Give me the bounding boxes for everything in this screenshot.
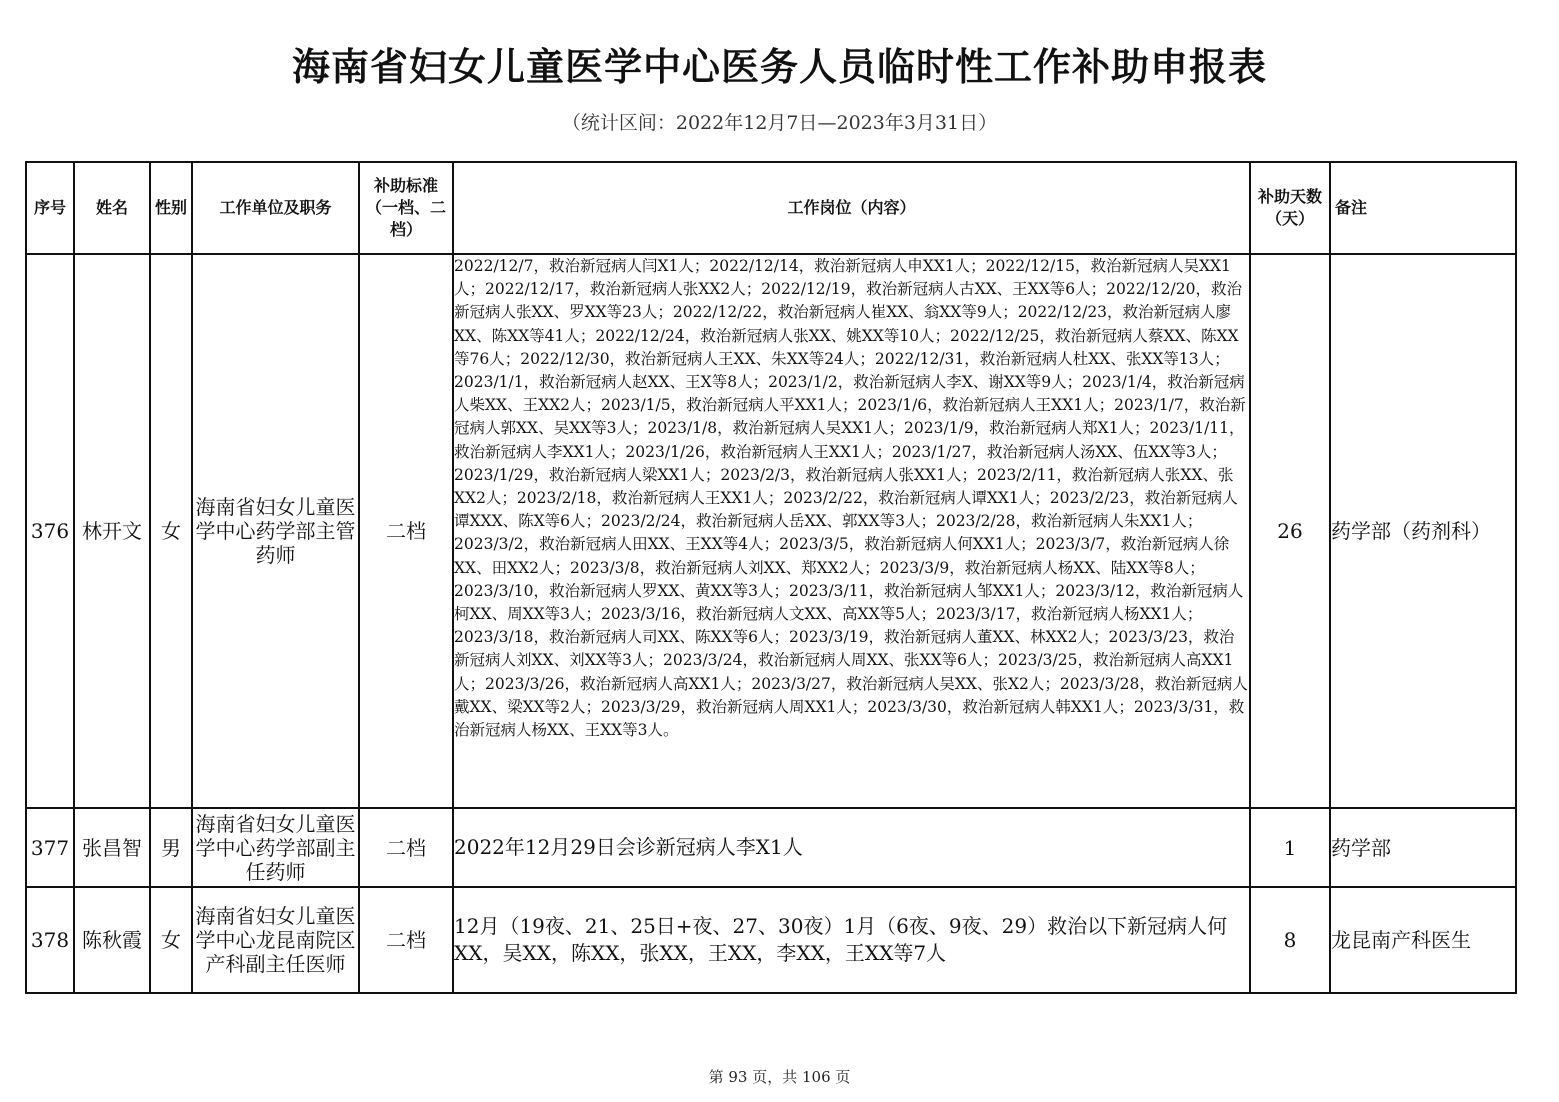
cell-unit: 海南省妇女儿童医学中心龙昆南院区产科副主任医师 bbox=[192, 887, 359, 993]
cell-standard: 二档 bbox=[359, 808, 453, 887]
page-number: 第 93 页，共 106 页 bbox=[708, 1068, 851, 1086]
header-name: 姓名 bbox=[74, 162, 150, 254]
table-row bbox=[26, 254, 1516, 808]
header-row bbox=[26, 162, 1516, 254]
cell-post bbox=[453, 254, 1250, 808]
post-text: 2022/12/7，救治新冠病人闫X1人；2022/12/14，救治新冠病人申XX1人；2022/12/15，救治新冠病人吴XX1人；2022/12/17，救治新冠病人张XX2人；2022/12/19，救治新冠病人古XX、王XX等6人；2022/12/20，救治新冠病人张XX、罗XX等23人；2022/12/22，救治新冠病人崔XX、翁XX等9人；2022/12/23，救治新冠病人廖XX、陈XX等41人；2022/12/24，救治新冠病人张XX、姚XX等10人；2022/12/25，救治新冠病人蔡XX、陈XX等76人；2022/12/30，救治新冠病人王XX、朱XX等24人；2022/12/31，救治新冠病人杜XX、张XX等13人；2023/1/1，救治新冠病人赵XX、王X等8人；2023/1/2，救治新冠病人李X、谢XX等9人；2023/1/4，救治新冠病人柴XX、王XX2人；2023/1/5，救治新冠病人平XX1人；2023/1/6，救治新冠病人王XX1人；2023/1/7，救治新冠病人郭XX、吴XX等3人；2023/1/8，救治新冠病人吴XX1人；2023/1/9，救治新冠病人郑X1人；2023/1/11，救治新冠病人李XX1人；2023/1/26，救治新冠病人王XX1人；2023/1/27，救治新冠病人汤XX、伍XX等3人；2023/1/29，救治新冠病人梁XX1人；2023/2/3，救治新冠病人张XX1人；2023/2/11，救治新冠病人张XX、张XX2人；2023/2/18，救治新冠病人王XX1人；2023/2/22，救治新冠病人谭XX1人；2023/2/23，救治新冠病人谭XXX、陈X等6人；2023/2/24，救治新冠病人岳XX、郭XX等3人；2023/2/28，救治新冠病人朱XX1人；2023/3/2，救治新冠病人田XX、王XX等4人；2023/3/5，救治新冠病人何XX1人；2023/3/7，救治新冠病人徐XX、田XX2人；2023/3/8，救治新冠病人刘XX、郑XX2人；2023/3/9，救治新冠病人杨XX、陆XX等8人；2023/3/10，救治新冠病人罗XX、黄XX等3人；2023/3/11，救治新冠病人邹XX1人；2023/3/12，救治新冠病人柯XX、周XX等3人；2023/3/16，救治新冠病人文XX、高XX等5人；2023/3/17，救治新冠病人杨XX1人；2023/3/18，救治新冠病人司XX、陈XX等6人；2023/3/19，救治新冠病人董XX、林XX2人；2023/3/23，救治新冠病人刘XX、刘XX等3人；2023/3/24，救治新冠病人周XX、张XX等6人；2023/3/25，救治新冠病人高XX1人；2023/3/26，救治新冠病人高XX1人；2023/3/27，救治新冠病人吴XX、张X2人；2023/3/28，救治新冠病人戴XX、梁XX等2人；2023/3/29，救治新冠病人周XX1人；2023/3/30，救治新冠病人韩XX1人；2023/3/31，救治新冠病人杨XX、王XX等3人。 bbox=[454, 257, 1248, 740]
cell-days: 8 bbox=[1250, 887, 1330, 993]
header-standard: 补助标准（一档、二档） bbox=[359, 162, 453, 254]
cell-standard: 二档 bbox=[359, 887, 453, 993]
statistics-period: （统计区间：2022年12月7日—2023年3月31日） bbox=[561, 112, 998, 134]
cell-notes: 龙昆南产科医生 bbox=[1330, 887, 1516, 993]
table-row bbox=[26, 887, 1516, 993]
header-days: 补助天数（天） bbox=[1250, 162, 1330, 254]
cell-unit: 海南省妇女儿童医学中心药学部主管药师 bbox=[192, 254, 359, 808]
cell-seq: 377 bbox=[26, 808, 74, 887]
cell-days: 1 bbox=[1250, 808, 1330, 887]
header-unit: 工作单位及职务 bbox=[192, 162, 359, 254]
cell-gender: 女 bbox=[150, 887, 192, 993]
table-row bbox=[26, 808, 1516, 887]
subsidy-table bbox=[25, 161, 1517, 994]
cell-name: 林开文 bbox=[74, 254, 150, 808]
cell-name: 张昌智 bbox=[74, 808, 150, 887]
cell-unit: 海南省妇女儿童医学中心药学部副主任药师 bbox=[192, 808, 359, 887]
cell-standard: 二档 bbox=[359, 254, 453, 808]
cell-notes: 药学部 bbox=[1330, 808, 1516, 887]
header-gender: 性别 bbox=[150, 162, 192, 254]
cell-name: 陈秋霞 bbox=[74, 887, 150, 993]
header-notes: 备注 bbox=[1330, 162, 1516, 254]
header-seq: 序号 bbox=[26, 162, 74, 254]
cell-seq: 376 bbox=[26, 254, 74, 808]
header-post: 工作岗位（内容） bbox=[453, 162, 1250, 254]
cell-gender: 女 bbox=[150, 254, 192, 808]
cell-seq: 378 bbox=[26, 887, 74, 993]
cell-post: 12月（19夜、21、25日+夜、27、30夜）1月（6夜、9夜、29）救治以下新冠病人何XX，吴XX，陈XX，张XX，王XX，李XX，王XX等7人 bbox=[453, 887, 1250, 993]
cell-days: 26 bbox=[1250, 254, 1330, 808]
cell-notes: 药学部（药剂科） bbox=[1330, 254, 1516, 808]
cell-post: 2022年12月29日会诊新冠病人李X1人 bbox=[453, 808, 1250, 887]
page-title: 海南省妇女儿童医学中心医务人员临时性工作补助申报表 bbox=[291, 45, 1267, 89]
cell-gender: 男 bbox=[150, 808, 192, 887]
